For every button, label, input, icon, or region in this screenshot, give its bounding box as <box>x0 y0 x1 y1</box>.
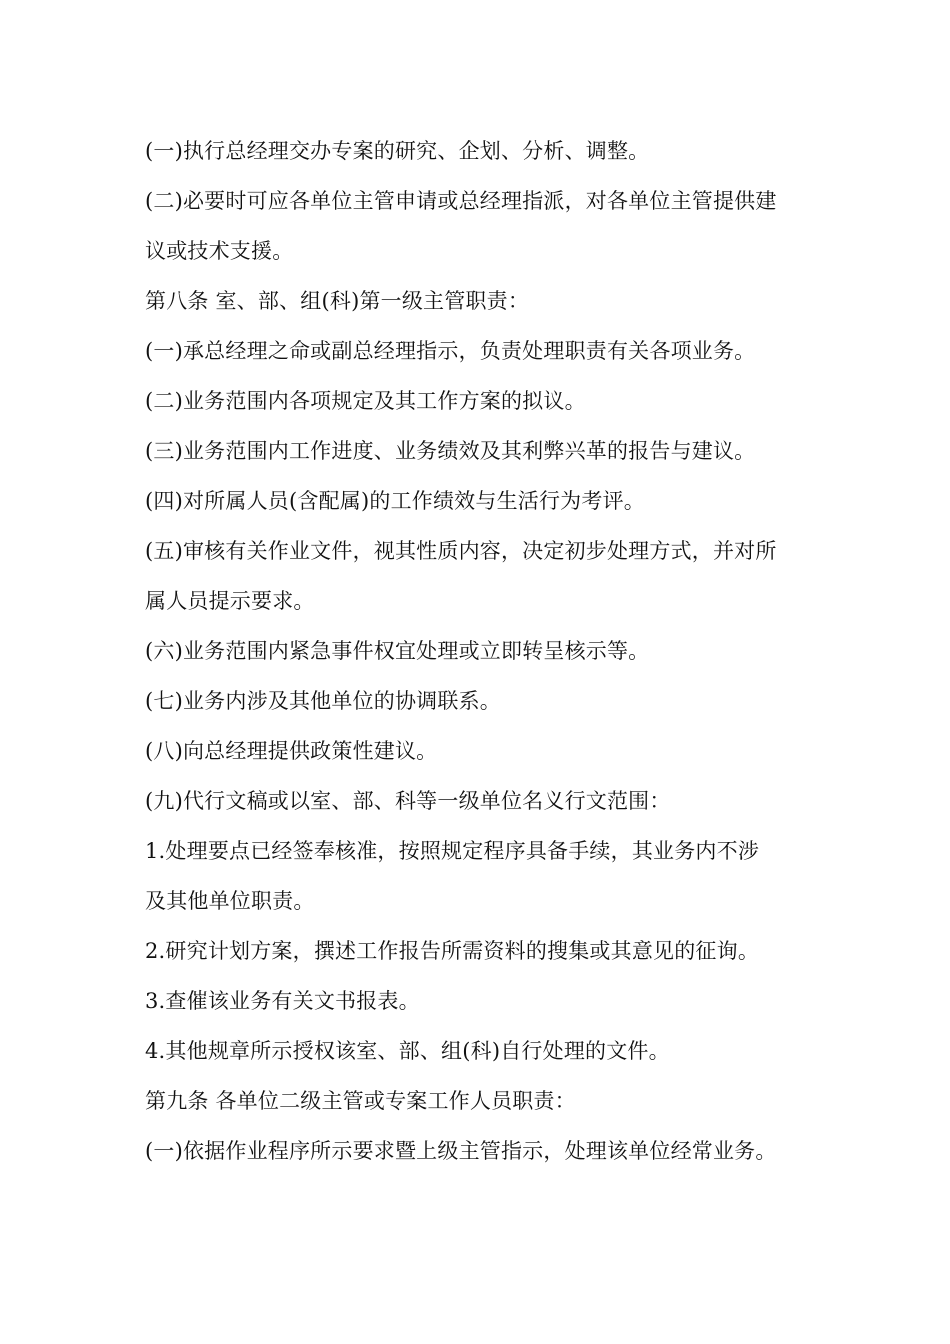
text-line: (七)业务内涉及其他单位的协调联系。 <box>145 689 501 713</box>
text-line: (九)代行文稿或以室、部、科等一级单位名义行文范围： <box>145 789 671 813</box>
text-line: 3.查催该业务有关文书报表。 <box>145 989 420 1013</box>
text-line: (八)向总经理提供政策性建议。 <box>145 739 438 763</box>
text-line: (一)承总经理之命或副总经理指示，负责处理职责有关各项业务。 <box>145 339 756 363</box>
text-line: (二)业务范围内各项规定及其工作方案的拟议。 <box>145 389 586 413</box>
text-line: (四)对所属人员(含配属)的工作绩效与生活行为考评。 <box>145 489 645 513</box>
text-line: 4.其他规章所示授权该室、部、组(科)自行处理的文件。 <box>145 1039 670 1063</box>
text-line: (三)业务范围内工作进度、业务绩效及其利弊兴革的报告与建议。 <box>145 439 756 463</box>
text-line: (二)必要时可应各单位主管申请或总经理指派，对各单位主管提供建 <box>145 189 777 213</box>
article-heading: 第九条 各单位二级主管或专案工作人员职责： <box>145 1089 576 1113</box>
text-line: (一)依据作业程序所示要求暨上级主管指示，处理该单位经常业务。 <box>145 1139 777 1163</box>
text-line: (五)审核有关作业文件，视其性质内容，决定初步处理方式，并对所 <box>145 539 777 563</box>
text-line: (六)业务范围内紧急事件权宜处理或立即转呈核示等。 <box>145 639 650 663</box>
document-body <box>145 126 815 1176</box>
text-line: 2.研究计划方案，撰述工作报告所需资料的搜集或其意见的征询。 <box>145 939 760 963</box>
text-line: 议或技术支援。 <box>145 239 294 263</box>
text-line: 1.处理要点已经签奉核准，按照规定程序具备手续，其业务内不涉 <box>145 839 760 863</box>
article-heading: 第八条 室、部、组(科)第一级主管职责： <box>145 289 530 313</box>
text-line: 及其他单位职责。 <box>145 889 315 913</box>
text-line: 属人员提示要求。 <box>145 589 315 613</box>
text-line: (一)执行总经理交办专案的研究、企划、分析、调整。 <box>145 139 650 163</box>
